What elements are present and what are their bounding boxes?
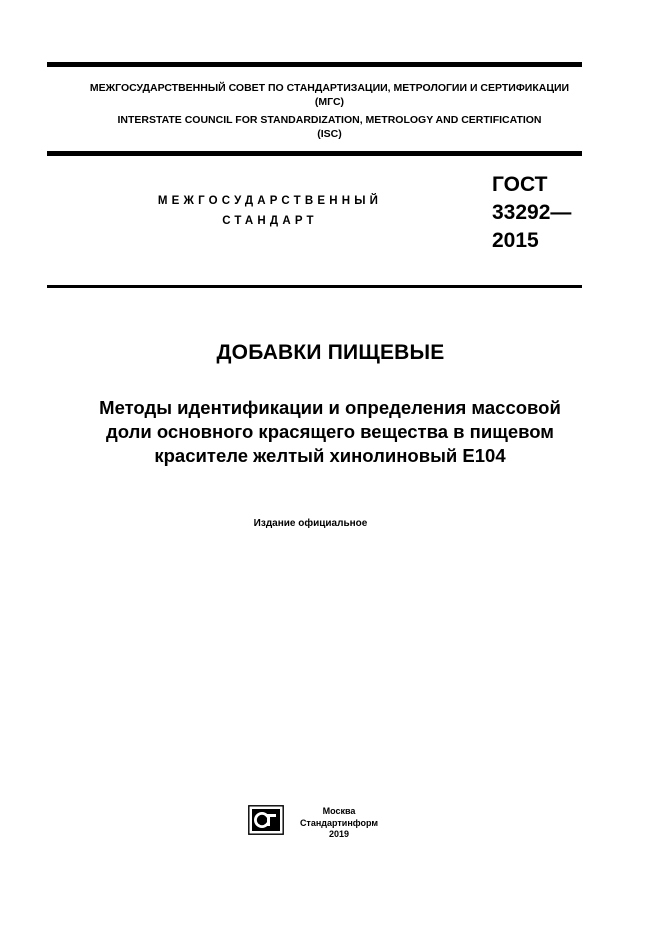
publisher-name: Стандартинформ (299, 817, 379, 828)
top-rule (47, 62, 582, 67)
publisher-info (294, 806, 384, 841)
council-name-en (47, 113, 612, 141)
subtitle-line3: красителе желтый хинолиновый Е104 (154, 445, 506, 466)
document-title: ДОБАВКИ ПИЩЕВЫЕ (216, 341, 445, 364)
standard-designation (492, 171, 571, 255)
council-ru-line1: МЕЖГОСУДАРСТВЕННЫЙ СОВЕТ ПО СТАНДАРТИЗАЦИИ, МЕТРОЛОГИИ И СЕРТИФИКАЦИИ (89, 82, 570, 94)
designation-prefix: ГОСТ (492, 173, 548, 196)
edition-note: Издание официальное (253, 518, 368, 529)
header-rule (47, 151, 582, 156)
standard-type-line2: СТАНДАРТ (222, 215, 318, 227)
document-subtitle (40, 396, 620, 468)
subtitle-line2: доли основного красящего вещества в пищевом (106, 421, 554, 442)
standard-type-line1: МЕЖГОСУДАРСТВЕННЫЙ (157, 195, 383, 207)
standard-type-label (120, 191, 420, 231)
publisher-year: 2019 (328, 829, 350, 839)
council-en-line1: INTERSTATE COUNCIL FOR STANDARDIZATION, METROLOGY AND CERTIFICATION (117, 114, 542, 126)
council-ru-abbr: (МГС) (314, 96, 345, 108)
council-name-ru (47, 81, 612, 109)
subtitle-line1: Методы идентификации и определения массовой (99, 397, 561, 418)
council-en-abbr: (ISC) (317, 128, 342, 140)
designation-year: 2015 (492, 229, 539, 252)
designation-rule (47, 285, 582, 288)
standartinform-logo-icon (248, 805, 284, 835)
publisher-city: Москва (322, 806, 356, 816)
designation-number: 33292— (492, 201, 572, 224)
